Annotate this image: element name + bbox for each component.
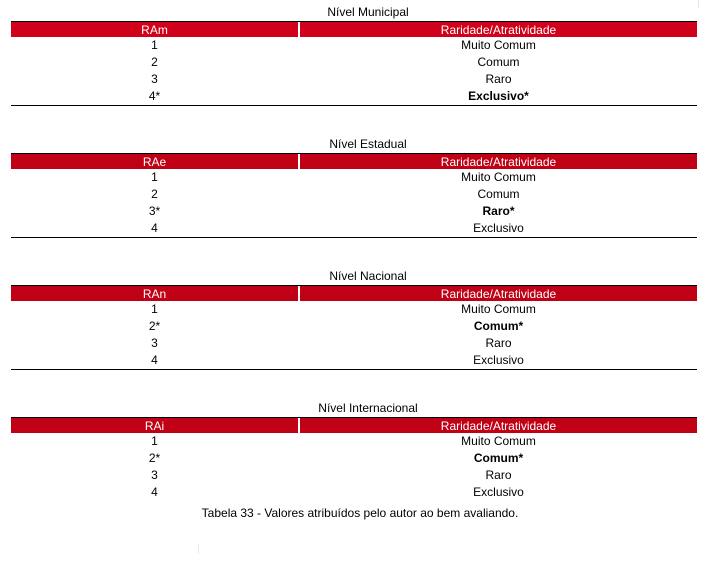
column-header-rarity: Raridade/Atratividade bbox=[300, 286, 697, 301]
table-bottom-rule bbox=[11, 237, 697, 238]
column-header-rarity: Raridade/Atratividade bbox=[300, 154, 697, 169]
table-municipal bbox=[11, 4, 697, 106]
table-nacional bbox=[11, 268, 697, 370]
table-bottom-rule bbox=[11, 105, 697, 106]
table-row bbox=[11, 484, 697, 501]
cell-rarity: Exclusivo bbox=[473, 353, 524, 367]
cell-code: 1 bbox=[151, 170, 158, 184]
table-internacional bbox=[11, 400, 697, 501]
table-row bbox=[11, 37, 697, 54]
cell-code: 4 bbox=[151, 221, 158, 235]
column-header-rarity: Raridade/Atratividade bbox=[300, 418, 697, 433]
cell-rarity: Raro* bbox=[482, 204, 515, 218]
table-row bbox=[11, 301, 697, 318]
table-title: Nível Estadual bbox=[329, 137, 407, 151]
cell-rarity: Muito Comum bbox=[461, 170, 536, 184]
column-header-code: RAi bbox=[11, 418, 298, 433]
table-row bbox=[11, 186, 697, 203]
cell-rarity: Muito Comum bbox=[461, 38, 536, 52]
table-row bbox=[11, 54, 697, 71]
table-caption: Tabela 33 - Valores atribuídos pelo autor ao bem avaliando. bbox=[201, 506, 519, 520]
cell-rarity: Muito Comum bbox=[461, 302, 536, 316]
table-title: Nível Nacional bbox=[329, 269, 407, 283]
table-estadual bbox=[11, 136, 697, 238]
cell-rarity: Comum bbox=[477, 55, 520, 69]
table-row bbox=[11, 71, 697, 88]
cell-code: 1 bbox=[151, 302, 158, 316]
table-header bbox=[11, 153, 697, 169]
column-header-code: RAn bbox=[11, 286, 298, 301]
cell-rarity: Muito Comum bbox=[461, 434, 536, 448]
cell-code: 1 bbox=[151, 434, 158, 448]
table-row bbox=[11, 352, 697, 369]
cell-code: 3* bbox=[148, 204, 161, 218]
cell-rarity: Raro bbox=[485, 72, 512, 86]
cell-code: 4* bbox=[148, 89, 161, 103]
column-header-code: RAe bbox=[11, 154, 298, 169]
cell-code: 1 bbox=[151, 38, 158, 52]
cell-code: 3 bbox=[151, 336, 158, 350]
margin-mark bbox=[198, 544, 199, 554]
table-header bbox=[11, 21, 697, 37]
table-header bbox=[11, 285, 697, 301]
cell-code: 2 bbox=[151, 55, 158, 69]
table-row bbox=[11, 318, 697, 335]
table-bottom-rule bbox=[11, 369, 697, 370]
table-title: Nível Internacional bbox=[318, 401, 418, 415]
cell-code: 4 bbox=[151, 485, 158, 499]
table-row bbox=[11, 203, 697, 220]
table-row bbox=[11, 220, 697, 237]
cell-code: 2* bbox=[148, 451, 161, 465]
cell-code: 2 bbox=[151, 187, 158, 201]
cell-rarity: Comum* bbox=[473, 319, 524, 333]
table-row bbox=[11, 88, 697, 105]
cell-rarity: Raro bbox=[485, 336, 512, 350]
table-row bbox=[11, 433, 697, 450]
cell-rarity: Exclusivo bbox=[473, 485, 524, 499]
cell-code: 4 bbox=[151, 353, 158, 367]
table-title: Nível Municipal bbox=[327, 5, 409, 19]
cell-rarity: Exclusivo bbox=[473, 221, 524, 235]
cell-code: 3 bbox=[151, 72, 158, 86]
cell-rarity: Comum bbox=[477, 187, 520, 201]
cell-rarity: Raro bbox=[485, 468, 512, 482]
table-row bbox=[11, 450, 697, 467]
table-row bbox=[11, 169, 697, 186]
table-row bbox=[11, 335, 697, 352]
column-header-code: RAm bbox=[11, 22, 298, 37]
cell-code: 2* bbox=[148, 319, 161, 333]
cell-code: 3 bbox=[151, 468, 158, 482]
table-header bbox=[11, 417, 697, 433]
cell-rarity: Comum* bbox=[473, 451, 524, 465]
cell-rarity: Exclusivo* bbox=[468, 89, 529, 103]
table-row bbox=[11, 467, 697, 484]
column-header-rarity: Raridade/Atratividade bbox=[300, 22, 697, 37]
